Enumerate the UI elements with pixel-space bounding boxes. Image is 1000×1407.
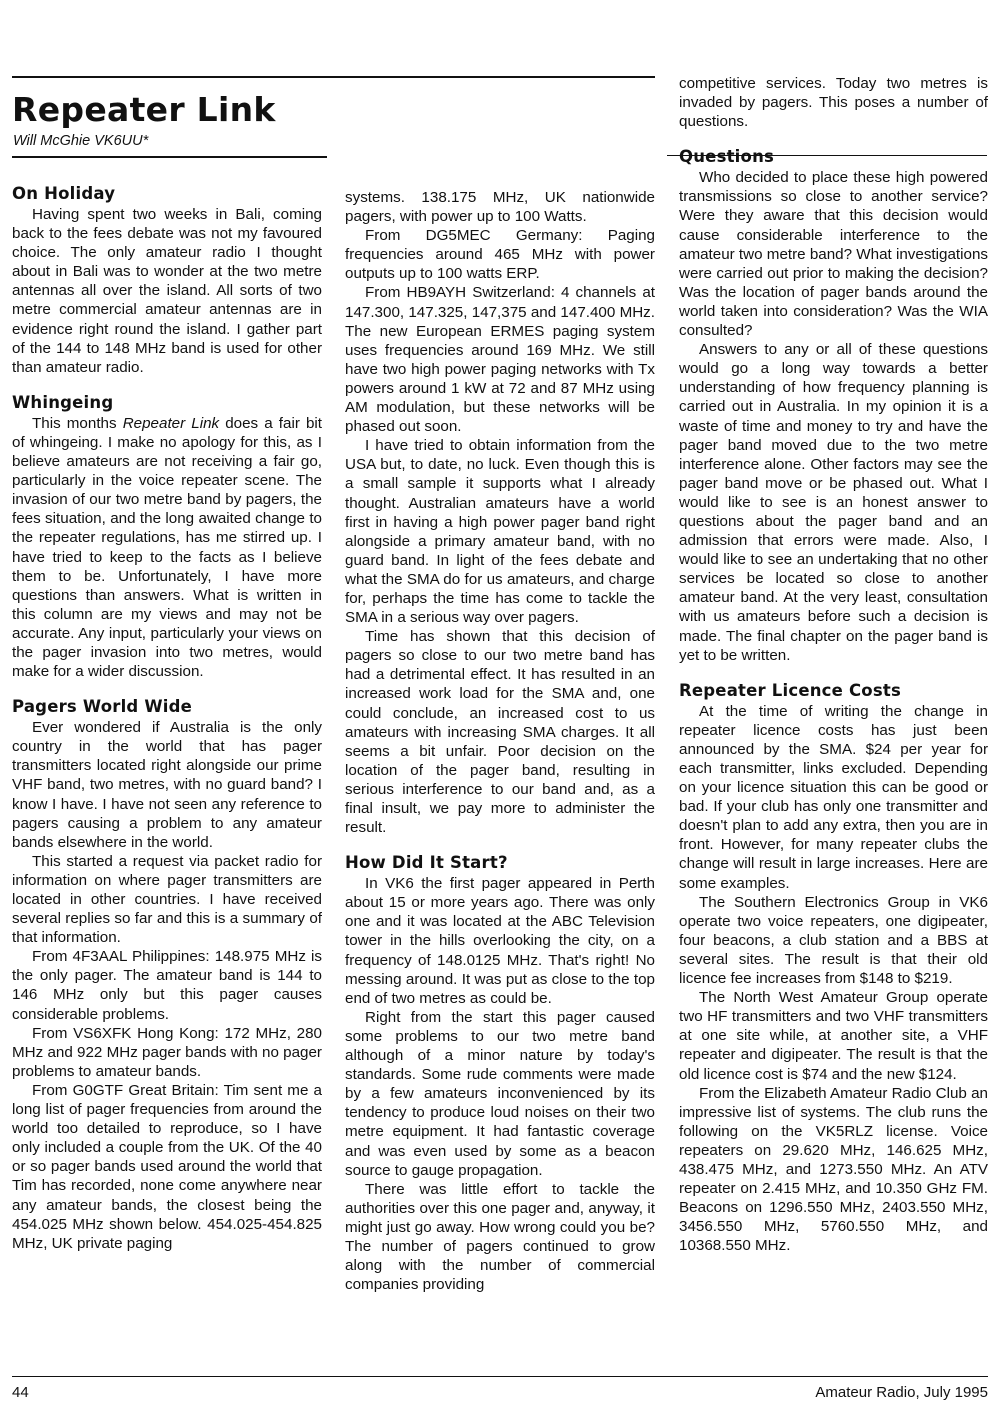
section-heading: Questions	[679, 147, 775, 167]
paragraph: There was little effort to tackle the authorities over this one pager and, anyway, it might just go away. How wrong could you be? The number of pagers continued to grow along with the number of commercial companies providing	[345, 1180, 655, 1294]
paragraph: Having spent two weeks in Bali, coming back to the fees debate was not my favoured choice. The only amateur radio I thought about in Bali was to wonder at the two metre antennas all over the island. All sorts of two metre commercial amateur antennas are in evidence right round the island. I gather part of the 144 to 148 MHz band is used for other than amateur radio.	[12, 206, 322, 376]
section-heading: On Holiday	[12, 184, 116, 203]
paragraph: This started a request via packet radio for information on where pager transmitters are located in other countries. I have received several replies so far and this is a summary of that information.	[12, 852, 322, 947]
column-right	[679, 74, 988, 1255]
paragraph: From 4F3AAL Philippines: 148.975 MHz is the only pager. The amateur band is 144 to 146 MHz only but this pager causes considerable problems.	[12, 948, 322, 1023]
paragraph: From HB9AYH Switzerland: 4 channels at 147.300, 147.325, 147,375 and 147.400 MHz. The new European ERMES paging system uses frequencies around 169 MHz. We still have two high power paging networks with Tx powers around 1 kW at 72 and 87 MHz using AM modulation, but these networks will be phased out soon.	[345, 284, 655, 436]
page-number: 44	[12, 1384, 29, 1401]
paragraph: From the Elizabeth Amateur Radio Club an impressive list of systems. The club runs the following on the VK5RLZ license. Voice repeaters on 29.620 MHz, 146.625 MHz, 438.475 MHz, and 1273.550 MHz. An ATV repeater on 2.415 MHz, and 10.350 GHz FM. Beacons on 1296.550 MHz, 2403.550 MHz, 3456.550 MHz, 5760.550 MHz, and 10368.550 MHz.	[679, 1084, 988, 1255]
column-middle	[345, 188, 655, 1294]
paragraph: Answers to any or all of these questions would go a long way towards a better understanding of how frequency planning is carried out in Australia. In my opinion it is a waste of time and money to try and have the pager band moved due to the two metre interference alone. Other factors may see the pager band move or be phased out. What I would like to see is an honest answer to questions about the pager band and an admission that errors were made. Also, I would like to see an undertaking that no other services be located so close to another amateur band. At the very least, consultation with us amateurs before such a decision is made. The final chapter on the pager band is yet to be written.	[679, 341, 988, 664]
article-title: Repeater Link	[12, 90, 276, 129]
footer-rule	[12, 1376, 988, 1377]
paragraph: systems. 138.175 MHz, UK nationwide pagers, with power up to 100 Watts.	[345, 189, 655, 226]
section-heading: Repeater Licence Costs	[679, 680, 901, 700]
paragraph: From VS6XFK Hong Kong: 172 MHz, 280 MHz and 922 MHz pager bands with no pager problems to amateur bands.	[12, 1024, 322, 1080]
article-author: Will McGhie VK6UU*	[13, 133, 149, 149]
section-heading: Pagers World Wide	[12, 697, 193, 717]
paragraph: This months Repeater Link does a fair bit of whingeing. I make no apology for this, as I believe amateurs are not receiving a fair go, particularly in the voice repeater scene. The invasion of our two metre band by pagers, the fees situation, and the long awaited change to the repeater regulations, has me stirred up. I have tried to keep to the facts as I believe them to be. Unfortunately, I have more questions than answers. What is written in this column are my views and may not be accurate. Any input, particularly your views on the pager invasion into two metres, would make for a wider discussion.	[12, 414, 323, 681]
paragraph: The Southern Electronics Group in VK6 operate two voice repeaters, one digipeater, four beacons, a club station and a BBS at several sites. The result is that their old licence fee increases from $148 to $219.	[679, 893, 988, 988]
paragraph: From G0GTF Great Britain: Tim sent me a long list of pager frequencies from around the world too detailed to reproduce, so I have only included a couple from the UK. Of the 40 or so pager bands used around the world that Tim has recorded, none come anywhere near any amateur bands, the closest being the 454.025 MHz shown below. 454.025-454.825 MHz, UK private paging	[12, 1081, 322, 1252]
title-rule	[12, 156, 327, 158]
top-rule-left	[12, 76, 655, 78]
paragraph: In VK6 the first pager appeared in Perth about 15 or more years ago. There was only one and it was located at the ABC Television tower in the hills overlooking the city, on a frequency of 148.0125 MHz. That's right! No messing around. It was put as close to the top end of two metres as could be.	[345, 875, 655, 1007]
publication-line: Amateur Radio, July 1995	[815, 1384, 988, 1401]
paragraph: Right from the start this pager caused some problems to our two metre band although of a minor nature by today's standards. Some rude comments were made by a few amateurs inconvenienced by its tendency to produce loud noises on their two metre equipment. It had fantastic coverage and was even used by some as a beacon source to gauge propagation.	[345, 1008, 655, 1179]
section-heading: Whingeing	[12, 392, 114, 412]
paragraph: competitive services. Today two metres is invaded by pagers. This poses a number of questions.	[679, 75, 988, 131]
paragraph: From DG5MEC Germany: Paging frequencies around 465 MHz with power outputs up to 100 watts ERP.	[345, 227, 655, 283]
paragraph: Who decided to place these high powered transmissions so close to another service? Were they aware that this decision would cause considerable interference to the amateur two metre band? What investigations were carried out prior to making the decision? Was the location of pager bands around the world taken into consideration? Was the WIA consulted?	[679, 169, 988, 340]
paragraph: The North West Amateur Group operate two HF transmitters and two VHF transmitters at one site while, at another site, a VHF repeater and digipeater. The result is that the old licence cost is $74 and the new $124.	[679, 989, 988, 1083]
column-name-italic: Repeater Link	[122, 414, 220, 432]
paragraph: I have tried to obtain information from the USA but, to date, no luck. Even though this is a small sample it supports what I already thought. Australian amateurs have a world first in having a high power pager band right alongside a primary amateur band, with no guard band. In light of the fees debate and what the SMA do for us amateurs, and charge for, perhaps the time has come to tackle the SMA in a serious way over pagers.	[345, 437, 655, 627]
paragraph: Ever wondered if Australia is the only country in the world that has pager transmitters located right alongside our prime VHF band, two metres, with no guard band? I know I have. I have not seen any reference to pagers causing a problem to any amateur bands elsewhere in the world.	[12, 719, 322, 851]
paragraph: Time has shown that this decision of pagers so close to our two metre band has had a detrimental effect. It has resulted in an increased work load for the SMA and, one could conclude, an increased cost to us amateurs with increasing SMA charges. It all seems a bit unfair. Poor decision on the location of the pager band, resulting in serious interference to our band and, as a final insult, we pay more to administer the result.	[345, 628, 655, 837]
column-left	[12, 184, 322, 1253]
section-heading: How Did It Start?	[345, 853, 508, 873]
paragraph: At the time of writing the change in repeater licence costs has just been announced by the SMA. $24 per year for each transmitter, links excluded. Depending on your licence situation this can be good or bad. If your club has only one transmitter and doesn't plan to add any extra, then you are in front. However, for many repeater clubs the change will result in large increases. Here are some examples.	[679, 702, 988, 892]
